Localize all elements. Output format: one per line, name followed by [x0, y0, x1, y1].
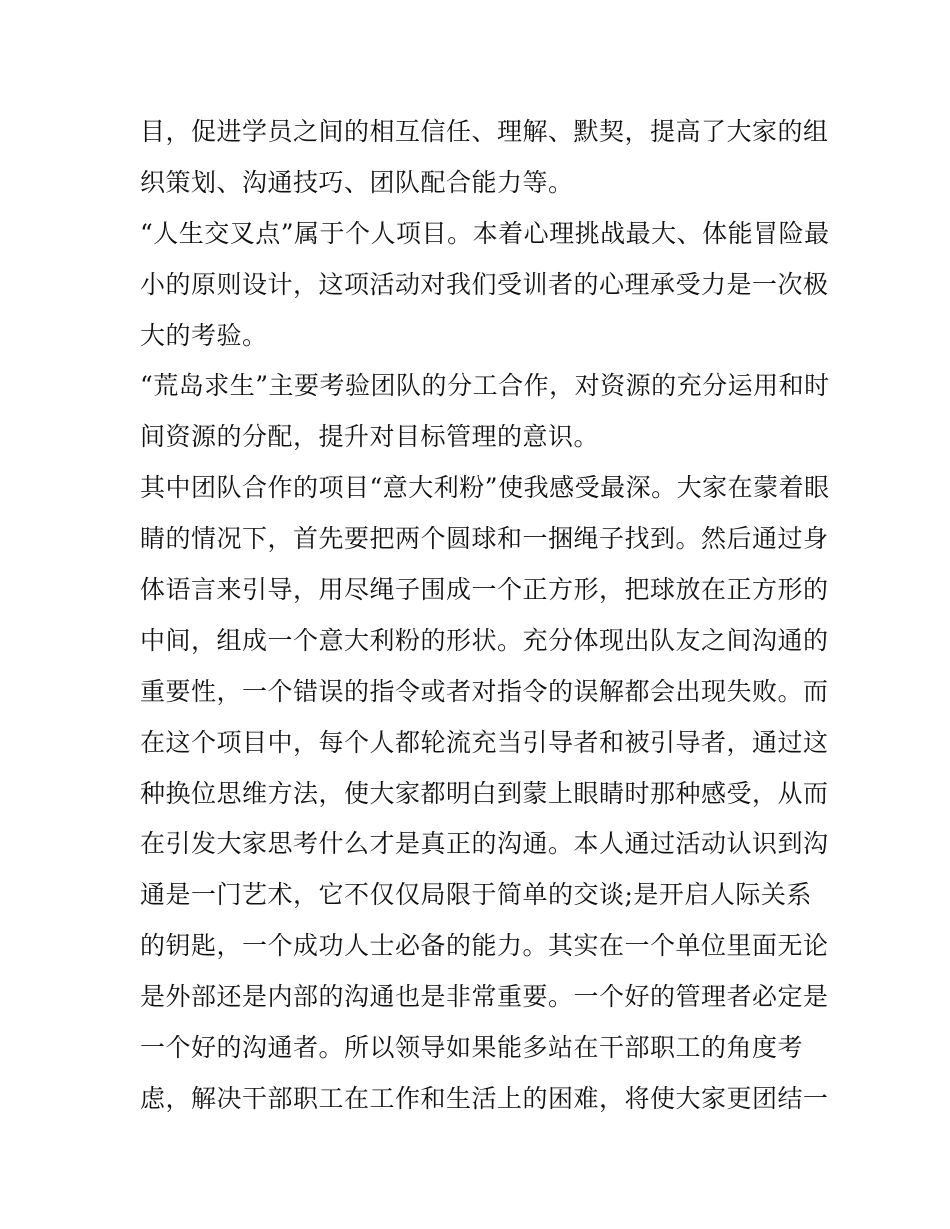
text-line: 目，促进学员之间的相互信任、理解、默契，提高了大家的组	[140, 117, 829, 146]
text-line: 小的原则设计，这项活动对我们受训者的心理承受力是一次极	[140, 269, 829, 299]
text-line: 是外部还是内部的沟通也是非常重要。一个好的管理者必定是	[140, 982, 829, 1012]
text-line: 体语言来引导，用尽绳子围成一个正方形，把球放在正方形的	[140, 575, 829, 605]
text-line: 中间，组成一个意大利粉的形状。充分体现出队友之间沟通的	[140, 625, 829, 655]
text-line: 织策划、沟通技巧、团队配合能力等。	[140, 167, 574, 197]
text-line: 在这个项目中，每个人都轮流充当引导者和被引导者，通过这	[140, 727, 829, 757]
text-line: 的钥匙，一个成功人士必备的能力。其实在一个单位里面无论	[140, 931, 829, 961]
text-line: 虑，解决干部职工在工作和生活上的困难，将使大家更团结一	[140, 1083, 829, 1113]
text-line: 种换位思维方法，使大家都明白到蒙上眼睛时那种感受，从而	[140, 778, 829, 808]
text-line: “人生交叉点”属于个人项目。本着心理挑战最大、体能冒险最	[140, 218, 830, 248]
text-line: 一个好的沟通者。所以领导如果能多站在干部职工的角度考	[140, 1033, 804, 1063]
text-line: 其中团队合作的项目“意大利粉”使我感受最深。大家在蒙着眼	[140, 473, 830, 503]
text-line: 间资源的分配，提升对目标管理的意识。	[140, 422, 600, 452]
text-line: 大的考验。	[140, 320, 268, 350]
text-line: 在引发大家思考什么才是真正的沟通。本人通过活动认识到沟	[140, 829, 829, 859]
text-line: 重要性，一个错误的指令或者对指令的误解都会出现失败。而	[140, 676, 829, 706]
text-line: 睛的情况下，首先要把两个圆球和一捆绳子找到。然后通过身	[140, 524, 829, 554]
text-line: 通是一门艺术，它不仅仅局限于简单的交谈;是开启人际关系	[140, 880, 812, 910]
document-body	[140, 107, 830, 1125]
text-line: “荒岛求生”主要考验团队的分工合作，对资源的充分运用和时	[140, 371, 830, 401]
